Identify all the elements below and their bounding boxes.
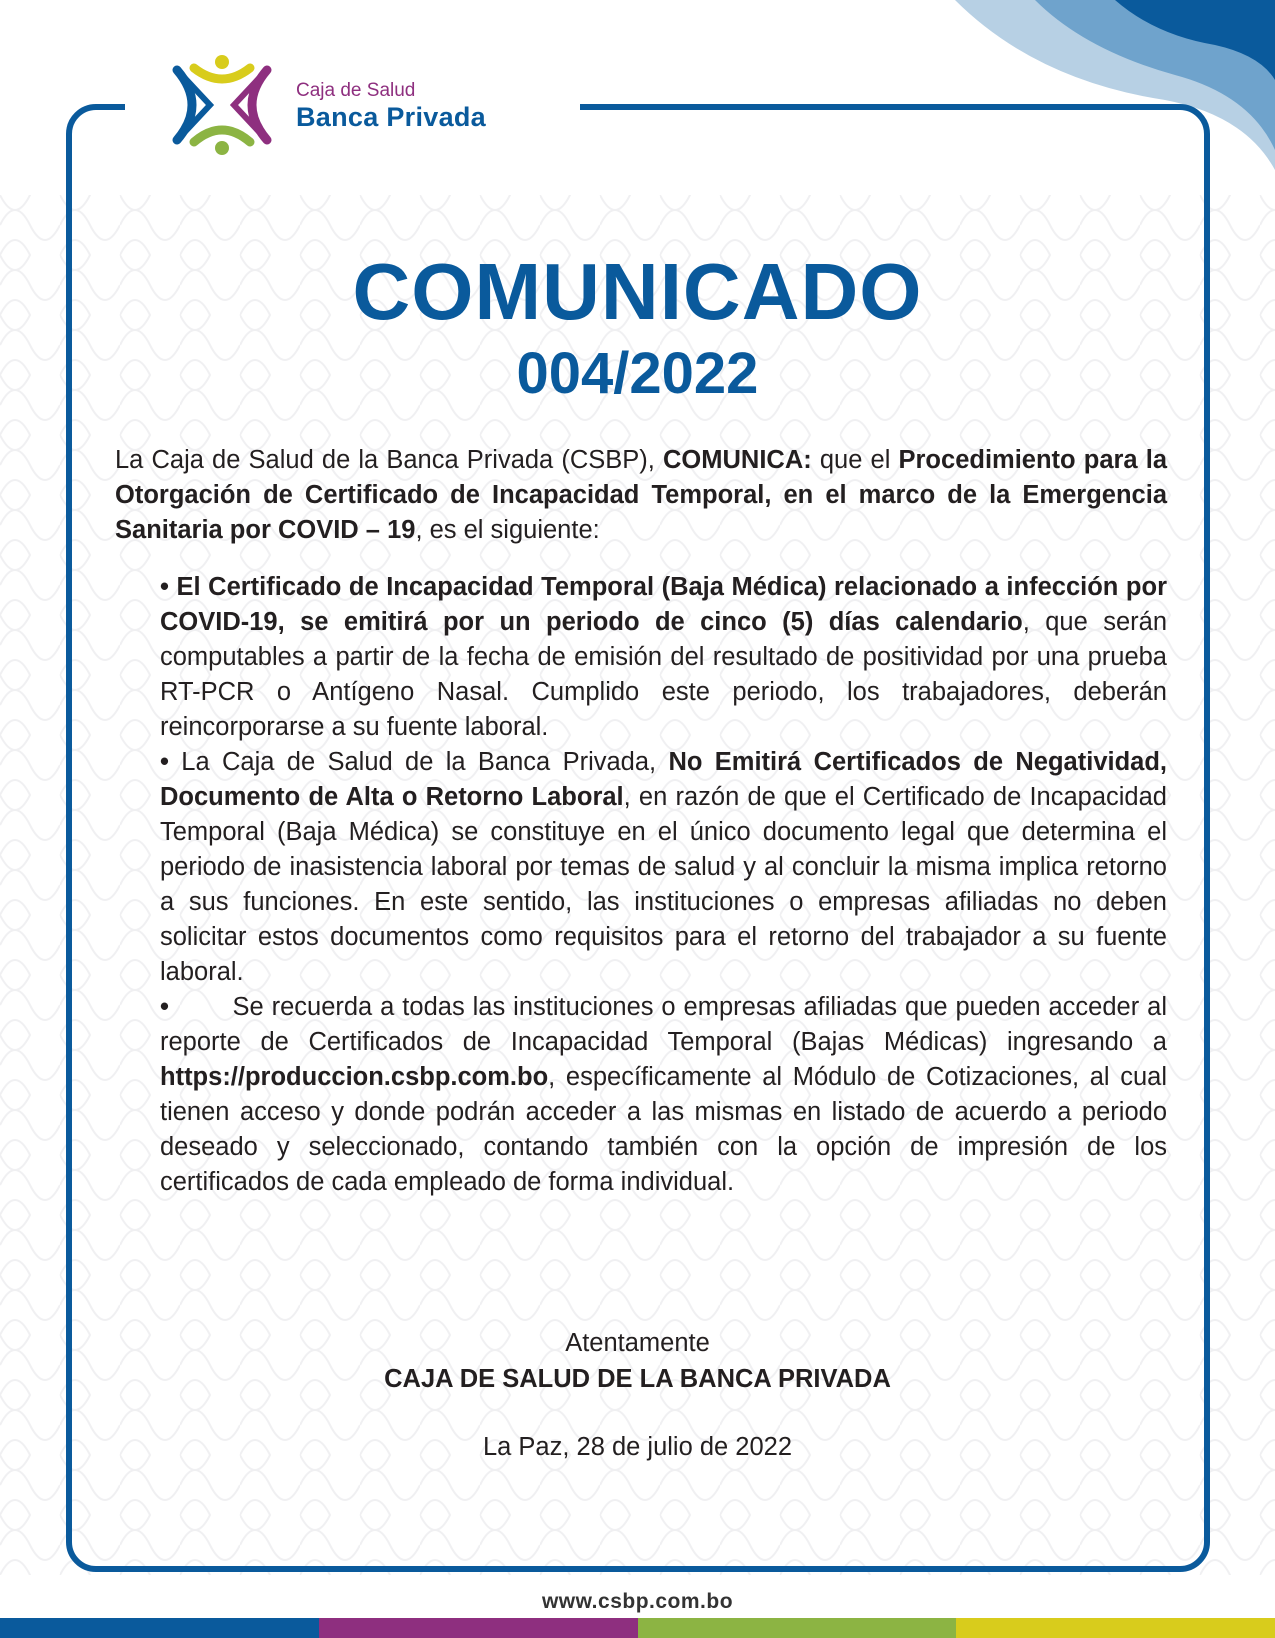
list-item — [160, 990, 1167, 1200]
logo-subtitle: Caja de Salud — [296, 80, 416, 101]
organization-name: CAJA DE SALUD DE LA BANCA PRIVADA — [384, 1365, 891, 1393]
logo-emblem-icon — [172, 50, 282, 160]
page-title: COMUNICADO — [352, 247, 923, 336]
bullet1-text: , que serán computables a partir de la fecha de emisión del resultado de positividad por una prueba RT-PCR o Antígeno Nasal. Cumplido este periodo, los trabajadores, deberán reincorporarse a su fuente laboral. — [160, 608, 1167, 741]
list-item — [160, 745, 1167, 990]
bullet-icon: • — [160, 573, 177, 601]
portal-link[interactable]: https://produccion.csbp.com.bo — [160, 1063, 549, 1091]
intro-bold-2: Procedimiento para la Otorgación de Certificado de Incapacidad Temporal, en el marco de la Emergencia Sanitaria por COVID – 19 — [115, 446, 1167, 544]
bullet3-text-1: Se recuerda a todas las instituciones o empresas afiliadas que pueden acceder al reporte de Certificados de Incapacidad Temporal (Bajas Médicas) ingresando a — [160, 993, 1167, 1056]
intro-text-3: , es el siguiente: — [415, 516, 600, 544]
intro-paragraph — [115, 443, 1167, 548]
footer-color-bar — [0, 1618, 1275, 1638]
bullet2-text-2: , en razón de que el Certificado de Incapacidad Temporal (Baja Médica) se constituye en el único documento legal que determina el periodo de inasistencia laboral por temas de salud y al concluir la misma implica retorno a sus funciones. En este sentido, las instituciones o empresas afiliadas no deben solicitar estos documentos como requisitos para el retorno del trabajador a su fuente laboral. — [160, 783, 1167, 986]
bullet2-bold: No Emitirá Certificados de Negatividad, Documento de Alta o Retorno Laboral — [160, 748, 1167, 811]
color-bar-yellow — [956, 1618, 1275, 1638]
intro-text-2: que el — [811, 446, 899, 474]
intro-bold-1: COMUNICA: — [663, 446, 812, 474]
color-bar-purple — [319, 1618, 638, 1638]
bullet3-text-2: , específicamente al Módulo de Cotizaciones, al cual tienen acceso y donde podrán acceder a las mismas en listado de acuerdo a periodo deseado y seleccionado, contando también con la opción de impresión de los certificados de cada empleado de forma individual. — [160, 1063, 1167, 1196]
color-bar-blue — [0, 1618, 319, 1638]
bullet-icon: • — [160, 993, 233, 1021]
list-item — [160, 570, 1167, 745]
document-body — [115, 443, 1167, 1200]
bullet2-text-1: La Caja de Salud de la Banca Privada, — [181, 748, 669, 776]
bullet-list — [115, 570, 1167, 1200]
closing-text: Atentamente — [565, 1329, 710, 1357]
logo-title: Banca Privada — [296, 102, 486, 132]
communique-number: 004/2022 — [516, 341, 759, 406]
website-link[interactable]: www.csbp.com.bo — [541, 1590, 734, 1613]
bullet1-bold: El Certificado de Incapacidad Temporal (Baja Médica) relacionado a infección por COVID-19, se emitirá por un periodo de cinco (5) días calendario — [160, 573, 1168, 636]
intro-text-1: La Caja de Salud de la Banca Privada (CSBP), — [115, 446, 663, 474]
logo — [172, 50, 602, 165]
bullet-icon: • — [160, 748, 182, 776]
color-bar-green — [638, 1618, 957, 1638]
date-text: La Paz, 28 de julio de 2022 — [482, 1433, 793, 1461]
